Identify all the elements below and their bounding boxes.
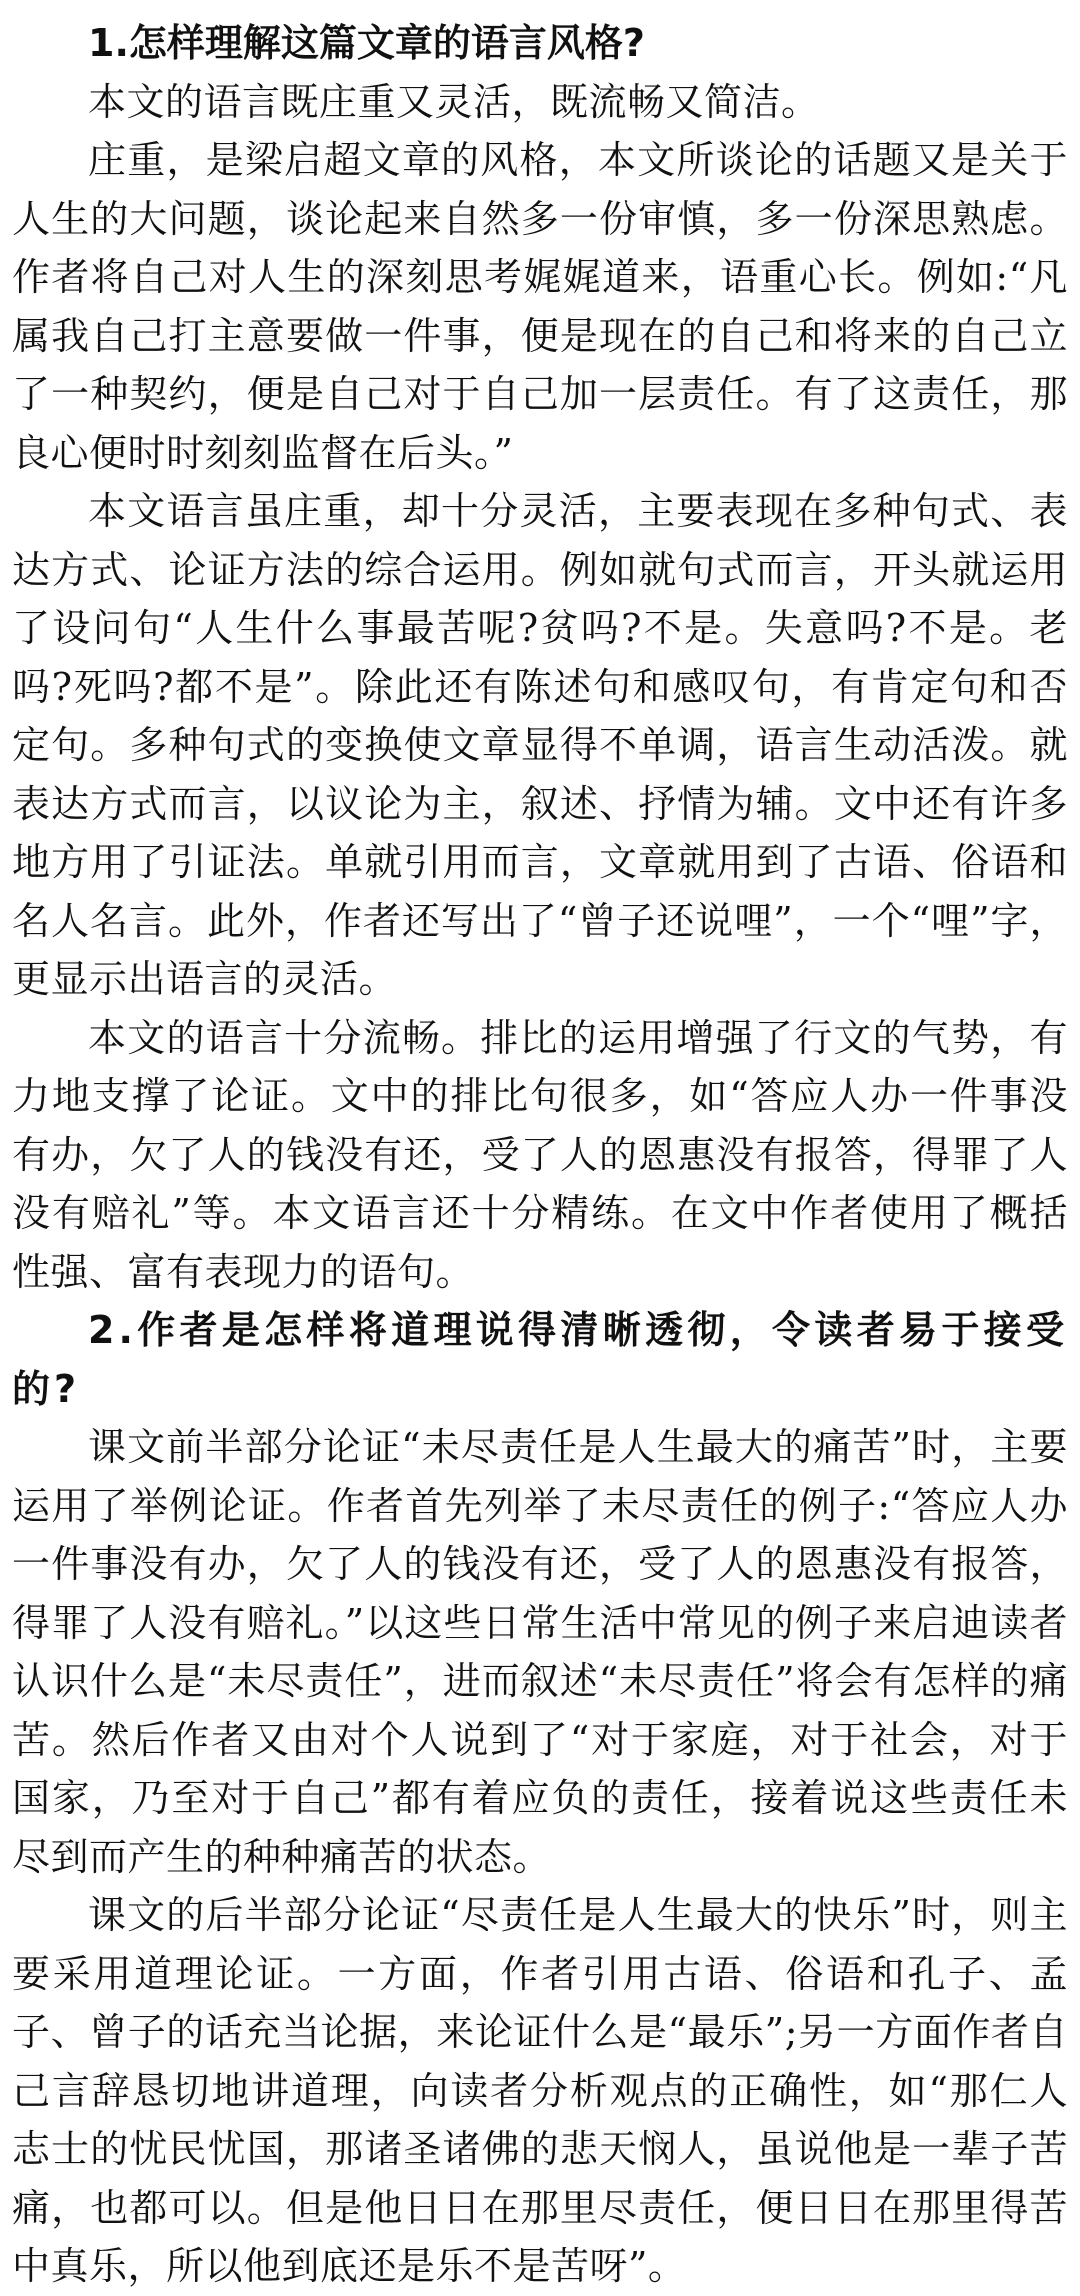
answer-1-dignified-paragraph: 庄重，是梁启超文章的风格，本文所谈论的话题又是关于人生的大问题，谈论起来自然多一份审慎，多一份深思熟虑。作者将自己对人生的深刻思考娓娓道来，语重心长。例如:“凡属我自己打主意要做一件事，便是现在的自己和将来的自己立了一种契约，便是自己对于自己加一层责任。有了这责任，那良心便时时刻刻监督在后头。” [12, 138, 1068, 475]
answer-2-first-half-paragraph: 课文前半部分论证“未尽责任是人生最大的痛苦”时，主要运用了举例论证。作者首先列举了未尽责任的例子:“答应人办一件事没有办，欠了人的钱没有还，受了人的恩惠没有报答，得罪了人没有赔礼。”以这些日常生活中常见的例子来启迪读者认识什么是“未尽责任”，进而叙述“未尽责任”将会有怎样的痛苦。然后作者又由对个人说到了“对于家庭，对于社会，对于国家，乃至对于自己”都有着应负的责任，接着说这些责任未尽到而产生的种种痛苦的状态。 [12, 1425, 1068, 1879]
answer-1-summary: 本文的语言既庄重又灵活，既流畅又简洁。 [88, 79, 820, 124]
answer-1-fluent-paragraph: 本文的语言十分流畅。排比的运用增强了行文的气势，有力地支撑了论证。文中的排比句很多，如“答应人办一件事没有办，欠了人的钱没有还，受了人的恩惠没有报答，得罪了人没有赔礼”等。本文语言还十分精练。在文中作者使用了概括性强、富有表现力的语句。 [12, 1015, 1068, 1294]
answer-1-flexible-paragraph: 本文语言虽庄重，却十分灵活，主要表现在多种句式、表达方式、论证方法的综合运用。例如就句式而言，开头就运用了设问句“人生什么事最苦呢?贫吗?不是。失意吗?不是。老吗?死吗?都不是”。除此还有陈述句和感叹句，有肯定句和否定句。多种句式的变换使文章显得不单调，语言生动活泼。就表达方式而言，以议论为主，叙述、抒情为辅。文中还有许多地方用了引证法。单就引用而言，文章就用到了古语、俗语和名人名言。此外，作者还写出了“曾子还说哩”，一个“哩”字，更显示出语言的灵活。 [12, 489, 1068, 1001]
question-2-heading: 2.作者是怎样将道理说得清晰透彻，令读者易于接受的? [12, 1308, 1068, 1411]
answer-2-second-half-paragraph: 课文的后半部分论证“尽责任是人生最大的快乐”时，则主要采用道理论证。一方面，作者引用古语、俗语和孔子、孟子、曾子的话充当论据，来论证什么是“最乐”;另一方面作者自己言辞恳切地讲道理，向读者分析观点的正确性，如“那仁人志士的忧民忧国，那诸圣诸佛的悲天悯人，虽说他是一辈子苦痛，也都可以。但是他日日在那里尽责任，便日日在那里得苦中真乐，所以他到底还是乐不是苦呀”。 [12, 1893, 1068, 2288]
question-1-heading: 1.怎样理解这篇文章的语言风格? [88, 21, 645, 65]
